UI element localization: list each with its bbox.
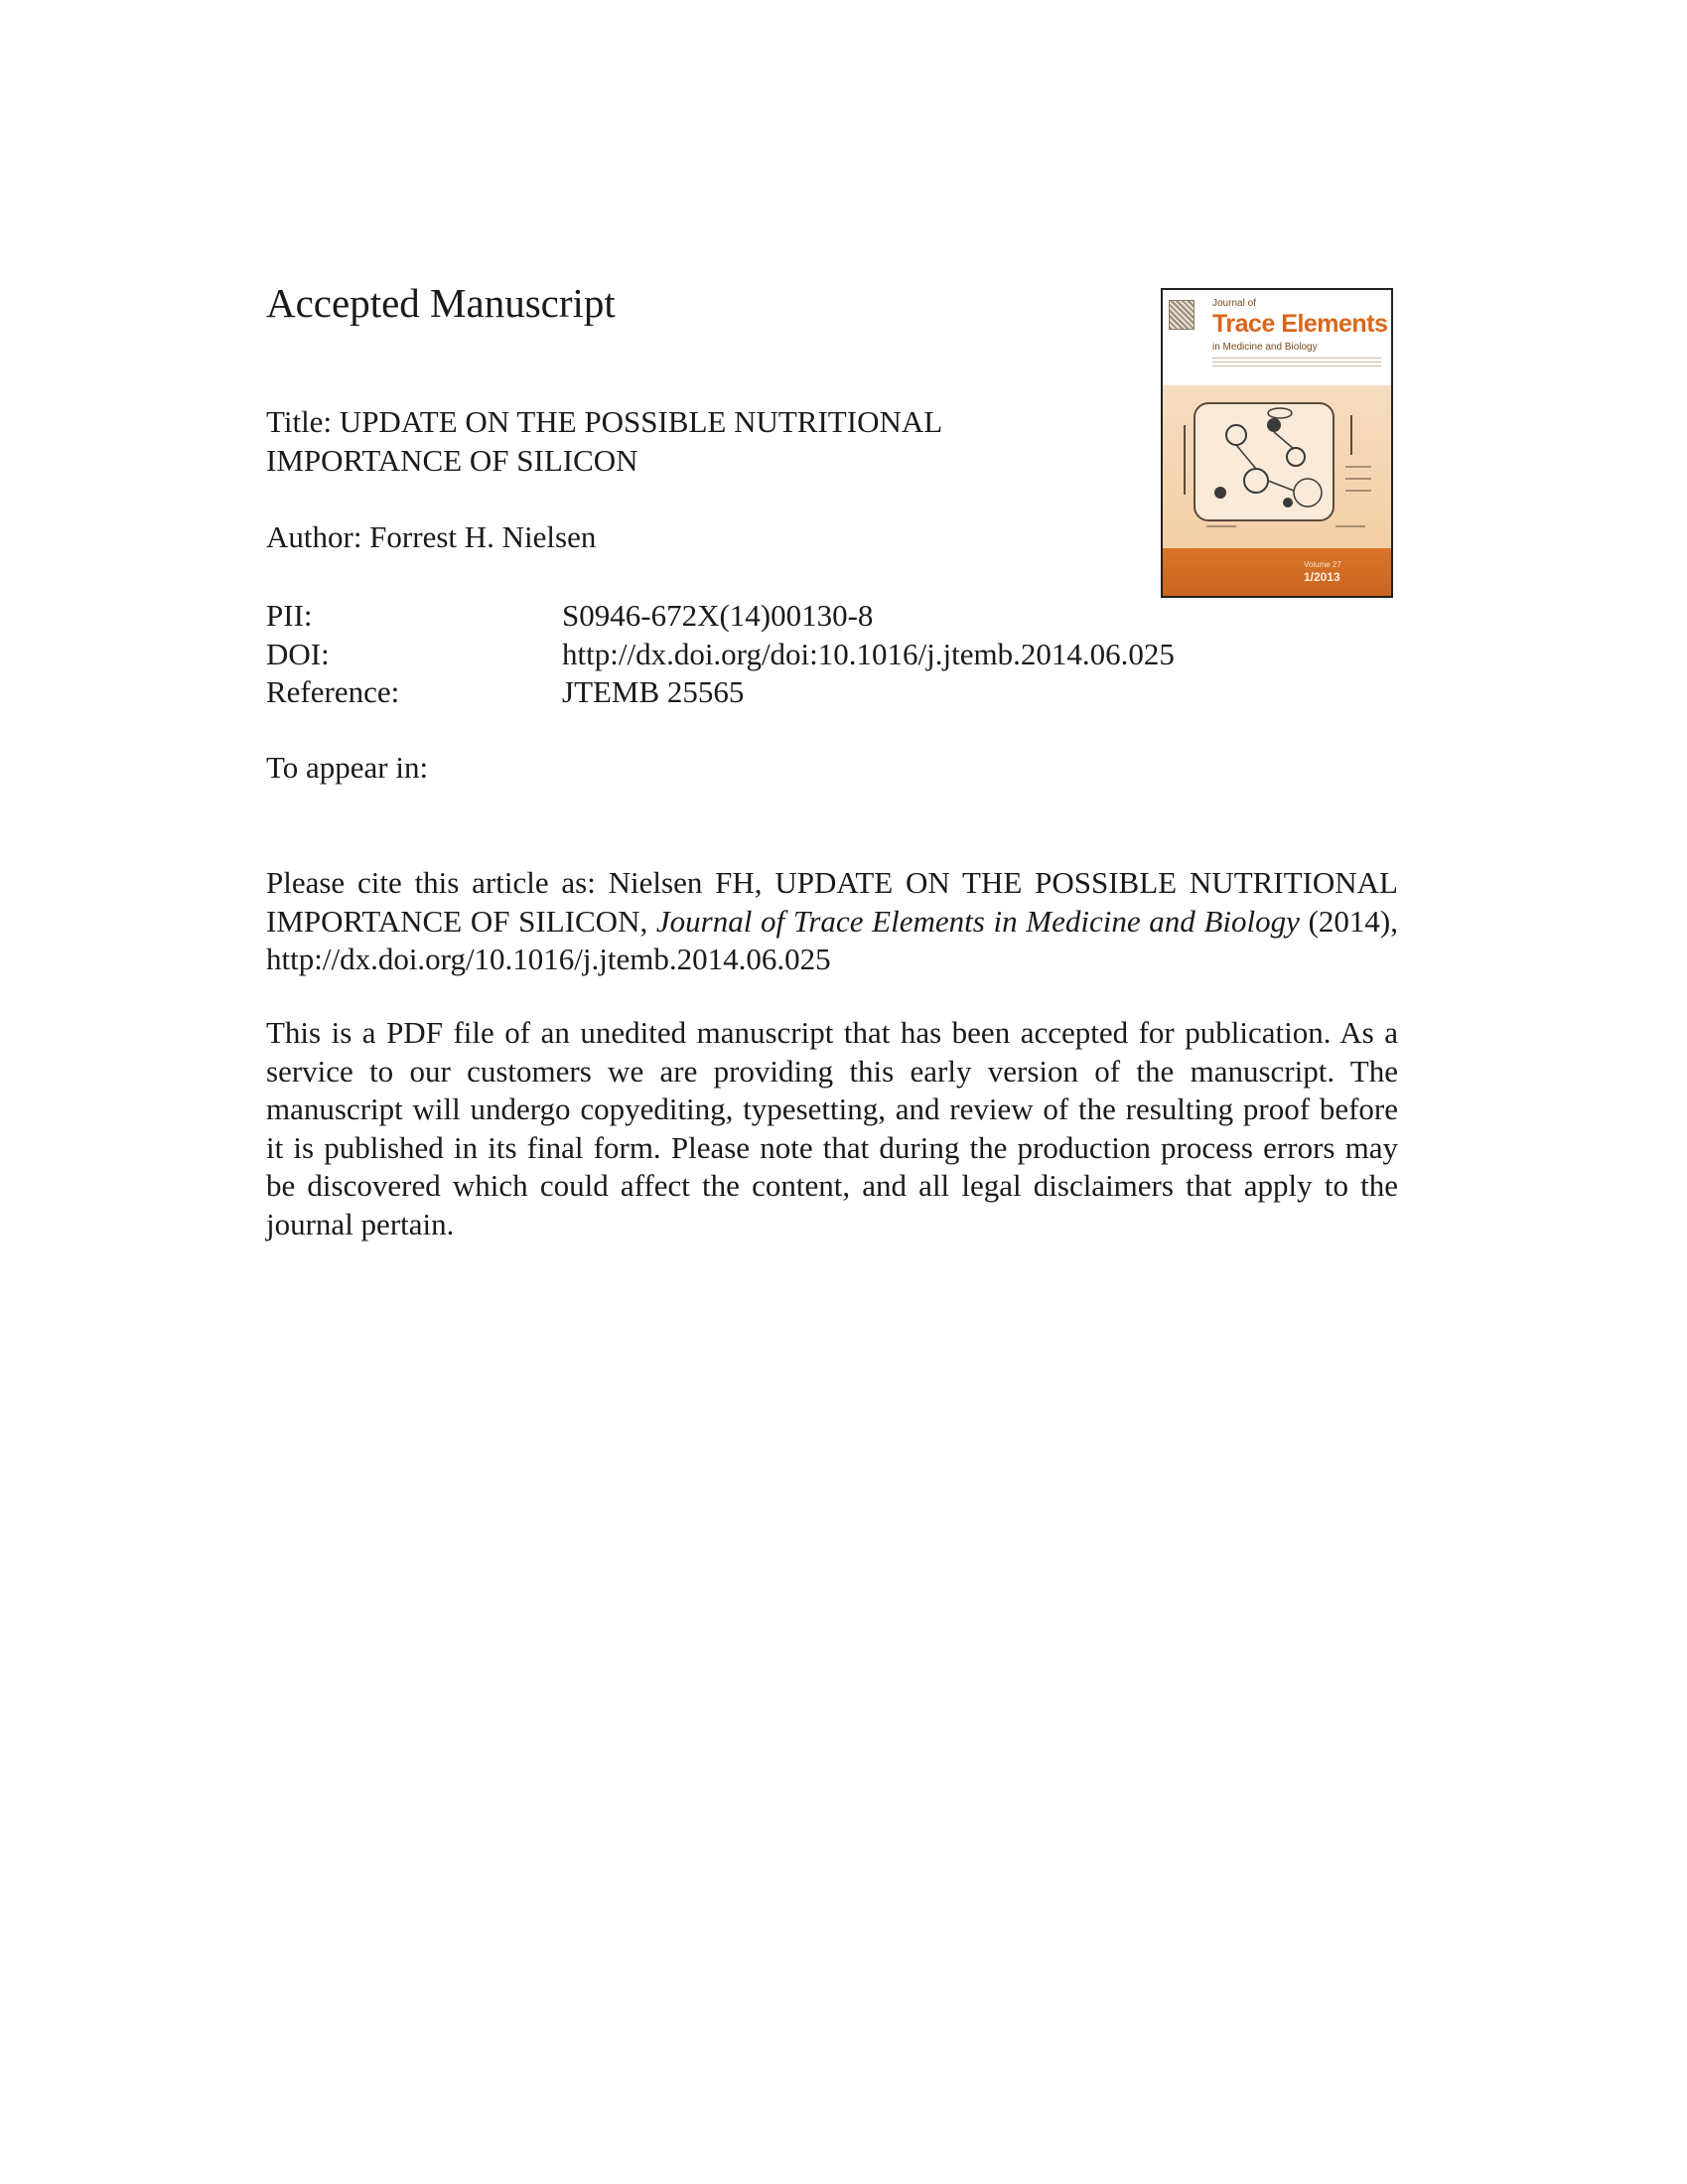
- citation-paragraph: [266, 864, 1398, 979]
- metadata-table: [266, 597, 1175, 712]
- doi-value[interactable]: http://dx.doi.org/doi:10.1016/j.jtemb.2014.06.025: [562, 636, 1175, 671]
- citation-journal: Journal of Trace Elements in Medicine and Biology: [655, 903, 1300, 939]
- manuscript-heading: Accepted Manuscript: [266, 280, 616, 326]
- reference-row: [266, 673, 1175, 712]
- pii-label: PII:: [266, 598, 313, 633]
- cover-volume: Volume 27: [1304, 560, 1341, 569]
- cover-subtitle: in Medicine and Biology: [1212, 342, 1318, 353]
- cover-fine-print: [1212, 358, 1381, 369]
- cover-title: Trace Elements: [1212, 310, 1388, 338]
- pii-row: [266, 597, 1175, 636]
- cover-kicker: Journal of: [1212, 298, 1256, 309]
- article-title: [266, 403, 1021, 480]
- article-title-line-1: Title: UPDATE ON THE POSSIBLE NUTRITIONAL: [266, 404, 943, 439]
- pii-value: S0946-672X(14)00130-8: [562, 598, 874, 633]
- cover-issue: 1/2013: [1304, 570, 1340, 584]
- journal-cover-image: [1161, 288, 1393, 598]
- disclaimer-paragraph: This is a PDF file of an unedited manuscript that has been accepted for publication. As a service to our customers we are providing this early version of the manuscript. The manuscript will undergo copyediting, typesetting, and review of the resulting proof before it is published in its final form. Please note that during the production process errors may be discovered which could affect the content, and all legal disclaimers that apply to the journal pertain.: [266, 1015, 1398, 1241]
- citation-prefix: Please cite this article as: Nielsen FH, UPDATE ON THE POSSIBLE NUTRITIONAL IMPORTANCE OF SILICON,: [266, 865, 1398, 939]
- citation-suffix: (2014), http://dx.doi.org/10.1016/j.jtemb.2014.06.025: [266, 903, 1398, 976]
- reference-label: Reference:: [266, 674, 400, 709]
- reference-value: JTEMB 25565: [562, 674, 745, 709]
- article-author: Author: Forrest H. Nielsen: [266, 519, 597, 554]
- doi-label: DOI:: [266, 636, 330, 671]
- publisher-logo-icon: [1169, 300, 1195, 330]
- article-title-line-2: IMPORTANCE OF SILICON: [266, 442, 638, 478]
- to-appear-in: To appear in:: [266, 750, 429, 785]
- cell-diagram-icon: [1177, 395, 1379, 534]
- doi-row: [266, 636, 1175, 674]
